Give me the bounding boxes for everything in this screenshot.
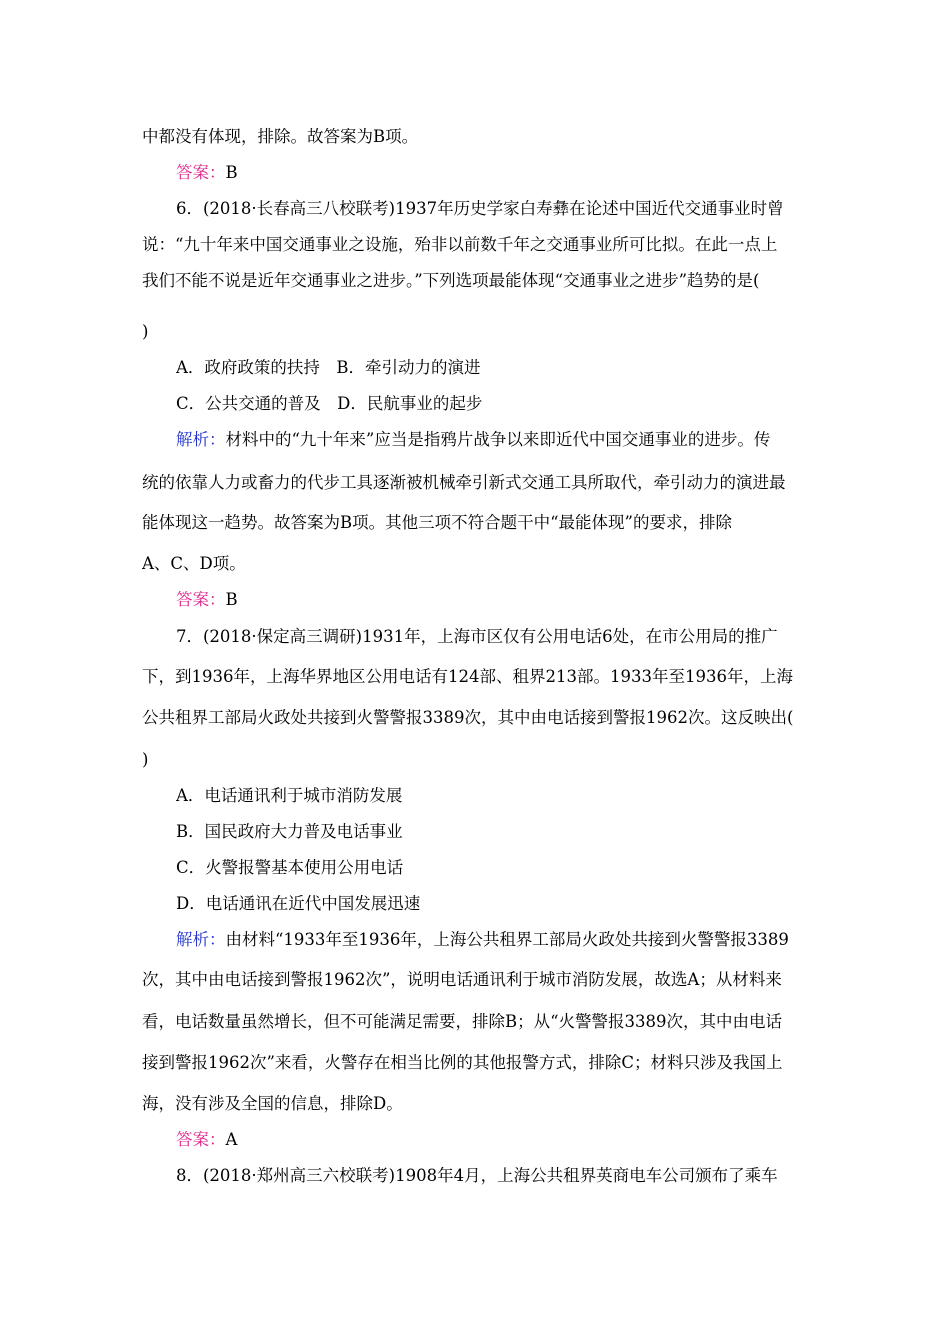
prev-analysis-tail: 中都没有体现，排除。故答案为B项。 (142, 127, 419, 146)
q7-analysis-line-5: 海，没有涉及全国的信息，排除D。 (142, 1094, 403, 1113)
answer-value: B (225, 590, 238, 609)
q6-analysis-line-4: A、C、D项。 (142, 554, 246, 573)
q7-stem-line-1: 7．(2018·保定高三调研)1931年，上海市区仅有公用电话6处，在市公用局的推广 (176, 627, 778, 646)
answer-label: 答案： (176, 590, 226, 609)
q6-stem-line-4: ) (142, 322, 149, 341)
q6-analysis-line-3: 能体现这一趋势。故答案为B项。其他三项不符合题干中“最能体现”的要求，排除 (142, 513, 732, 532)
analysis-text: 由材料“1933年至1936年，上海公共租界工部局火政处共接到火警警报3389 (225, 930, 789, 949)
q7-option-a: A．电话通讯利于城市消防发展 (176, 786, 403, 805)
q8-stem-line-1: 8．(2018·郑州高三六校联考)1908年4月，上海公共租界英商电车公司颁布了乘车 (176, 1166, 778, 1185)
q7-analysis-line-3: 看，电话数量虽然增长，但不可能满足需要，排除B；从“火警警报3389次，其中由电话 (142, 1012, 783, 1031)
analysis-text: 材料中的“九十年来”应当是指鸦片战争以来即近代中国交通事业的进步。传 (225, 430, 771, 449)
q6-options-ab: A．政府政策的扶持 B．牵引动力的演进 (176, 358, 481, 377)
answer-label: 答案： (176, 1130, 226, 1149)
q7-answer (176, 1130, 816, 1150)
q6-analysis-line-1 (176, 430, 816, 450)
q7-option-d: D．电话通讯在近代中国发展迅速 (176, 894, 421, 913)
q7-analysis-line-4: 接到警报1962次”来看，火警存在相当比例的其他报警方式，排除C；材料只涉及我国上 (142, 1053, 783, 1072)
q6-options-cd: C．公共交通的普及 D．民航事业的起步 (176, 394, 483, 413)
analysis-label: 解析： (176, 930, 226, 949)
q7-stem-line-3: 公共租界工部局火政处共接到火警警报3389次，其中由电话接到警报1962次。这反映出( (142, 708, 794, 727)
q6-stem-line-3: 我们不能不说是近年交通事业之进步。”下列选项最能体现“交通事业之进步”趋势的是( (142, 271, 760, 290)
prev-answer (176, 163, 816, 183)
q6-stem-line-1: 6．(2018·长春高三八校联考)1937年历史学家白寿彝在论述中国近代交通事业时曾 (176, 199, 784, 218)
answer-value: B (225, 163, 238, 182)
q7-analysis-line-1 (176, 930, 816, 950)
q7-stem-line-4: ) (142, 750, 149, 769)
q6-analysis-line-2: 统的依靠人力或畜力的代步工具逐渐被机械牵引新式交通工具所取代，牵引动力的演进最 (142, 473, 786, 492)
q7-analysis-line-2: 次，其中由电话接到警报1962次”，说明电话通讯利于城市消防发展，故选A；从材料来 (142, 970, 782, 989)
q7-option-b: B．国民政府大力普及电话事业 (176, 822, 403, 841)
answer-value: A (225, 1130, 238, 1149)
q7-stem-line-2: 下，到1936年，上海华界地区公用电话有124部、租界213部。1933年至1936年，上海 (142, 667, 793, 686)
answer-label: 答案： (176, 163, 226, 182)
q7-option-c: C．火警报警基本使用公用电话 (176, 858, 404, 877)
q6-stem-line-2: 说：“九十年来中国交通事业之设施，殆非以前数千年之交通事业所可比拟。在此一点上 (142, 235, 778, 254)
q6-answer (176, 590, 816, 610)
analysis-label: 解析： (176, 430, 226, 449)
